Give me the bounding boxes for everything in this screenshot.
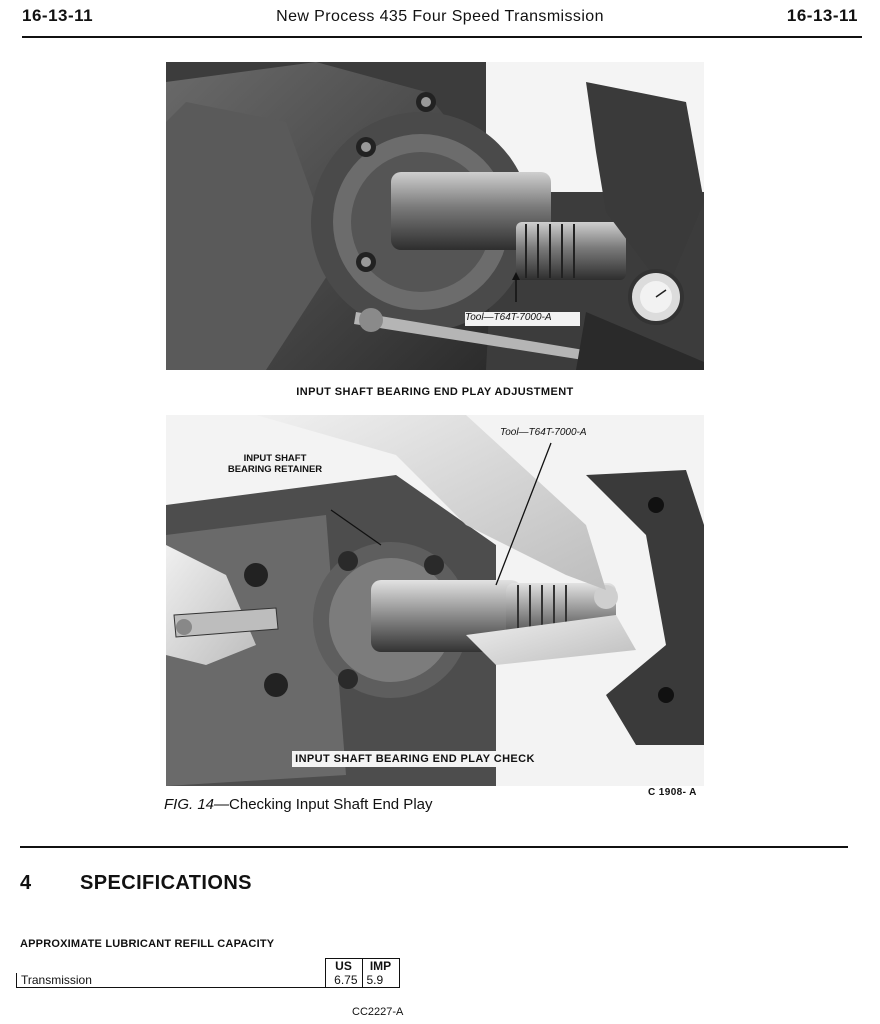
photo-top [166, 62, 704, 370]
table-row [17, 973, 400, 988]
figure-caption [164, 796, 433, 813]
spec-row-us: 6.75 [325, 973, 362, 988]
figure-number: FIG. 14 [164, 796, 215, 813]
photo-bottom [166, 415, 704, 786]
callout-bearing-retainer [216, 453, 334, 475]
tool-label-bottom: Tool—T64T-7000-A [500, 427, 587, 438]
spec-table [16, 958, 400, 988]
page-number-right: 16-13-11 [786, 6, 858, 25]
page-title: New Process 435 Four Speed Transmission [276, 8, 604, 25]
spec-table-header-imp: IMP [362, 959, 399, 974]
section-number: 4 [20, 872, 32, 894]
section-rule [20, 846, 848, 848]
footer-code: CC2227-A [352, 1006, 404, 1018]
callout-line-2: BEARING RETAINER [227, 464, 323, 475]
page-number-left: 16-13-11 [22, 6, 94, 25]
section-title: SPECIFICATIONS [80, 872, 252, 894]
spec-row-imp: 5.9 [362, 973, 399, 988]
header-rule [22, 36, 862, 38]
spec-table-header-row [17, 959, 400, 974]
spec-row-label: Transmission [17, 973, 326, 988]
photo-top-illustration [166, 62, 704, 370]
callout-line-1: INPUT SHAFT [243, 453, 307, 464]
spec-table-header-blank [17, 959, 326, 974]
caption-bottom: INPUT SHAFT BEARING END PLAY CHECK [292, 751, 538, 767]
figure-caption-text: —Checking Input Shaft End Play [214, 796, 433, 813]
tool-label-top: Tool—T64T-7000-A [465, 312, 580, 326]
spec-table-title: APPROXIMATE LUBRICANT REFILL CAPACITY [20, 938, 275, 950]
figure-code: C 1908- A [648, 787, 697, 798]
caption-top: INPUT SHAFT BEARING END PLAY ADJUSTMENT [296, 386, 574, 398]
spec-table-header-us: US [325, 959, 362, 974]
